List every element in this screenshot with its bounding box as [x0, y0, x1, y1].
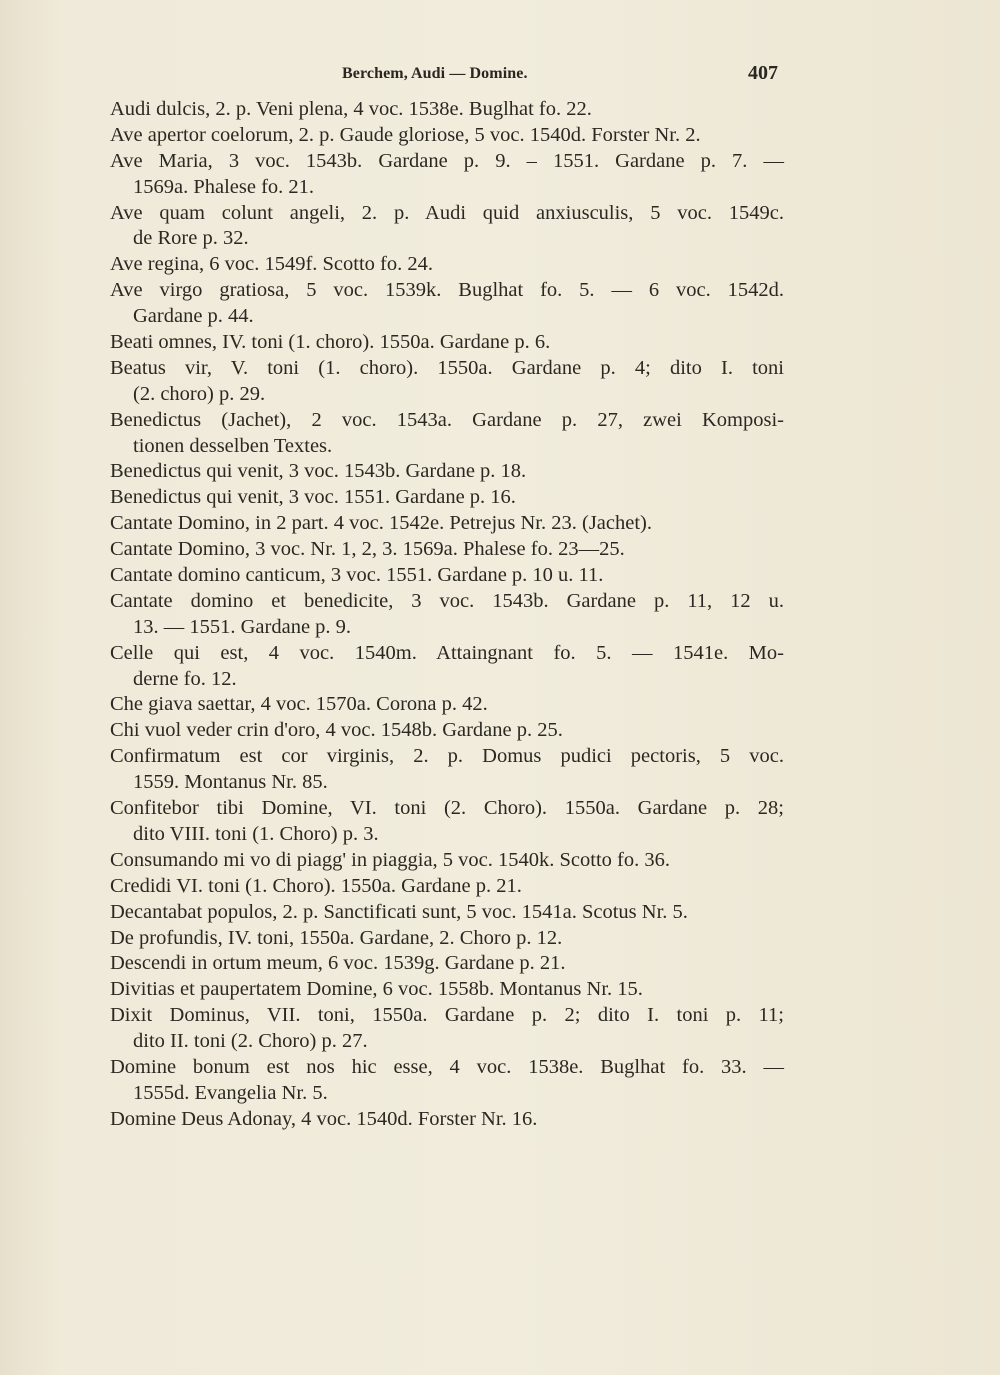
entry-line: Confirmatum est cor virginis, 2. p. Domus pudici pectoris, 5 voc.	[110, 745, 784, 768]
list-item	[110, 408, 784, 460]
running-head: Berchem, Audi — Domine.	[342, 65, 528, 82]
list-item	[110, 537, 784, 563]
list-item	[110, 951, 784, 977]
entry-line: Audi dulcis, 2. p. Veni plena, 4 voc. 1538e. Buglhat fo. 22.	[110, 98, 592, 120]
entry-line: Cantate domino canticum, 3 voc. 1551. Gardane p. 10 u. 11.	[110, 564, 604, 587]
entry-line: Confitebor tibi Domine, VI. toni (2. Choro). 1550a. Gardane p. 28;	[110, 797, 784, 820]
entry-line: Gardane p. 44.	[133, 305, 254, 328]
entry-line: Credidi VI. toni (1. Choro). 1550a. Gardane p. 21.	[110, 874, 522, 897]
entry-line: dito VIII. toni (1. Choro) p. 3.	[133, 822, 379, 845]
list-item	[110, 796, 784, 848]
entry-line: Dixit Dominus, VII. toni, 1550a. Gardane p. 2; dito I. toni p. 11;	[110, 1004, 784, 1027]
entry-line: Chi vuol veder crin d'oro, 4 voc. 1548b. Gardane p. 25.	[110, 719, 563, 742]
entry-line: de Rore p. 32.	[133, 227, 249, 250]
entry-line: Benedictus qui venit, 3 voc. 1543b. Gardane p. 18.	[110, 460, 527, 483]
entry-line: 13. — 1551. Gardane p. 9.	[133, 615, 352, 638]
entry-line: 1555d. Evangelia Nr. 5.	[133, 1081, 328, 1104]
entry-line: derne fo. 12.	[133, 667, 237, 690]
page-number: 407	[748, 62, 778, 84]
list-item	[110, 123, 784, 149]
entry-line: Cantate Domino, in 2 part. 4 voc. 1542e. Petrejus Nr. 23. (Jachet).	[110, 512, 652, 535]
list-item	[110, 848, 784, 874]
list-item	[110, 485, 784, 511]
entry-line: dito II. toni (2. Choro) p. 27.	[133, 1030, 368, 1053]
list-item	[110, 252, 784, 278]
entry-line: Descendi in ortum meum, 6 voc. 1539g. Gardane p. 21.	[110, 952, 566, 975]
list-item	[110, 589, 784, 641]
entry-line: 1569a. Phalese fo. 21.	[133, 175, 315, 198]
entry-line: Beatus vir, V. toni (1. choro). 1550a. Gardane p. 4; dito I. toni	[110, 356, 784, 379]
list-item	[110, 356, 784, 408]
page-header	[110, 63, 780, 89]
list-item	[110, 1003, 784, 1055]
entry-line: 1559. Montanus Nr. 85.	[133, 771, 328, 794]
entry-line: Divitias et paupertatem Domine, 6 voc. 1558b. Montanus Nr. 15.	[110, 978, 643, 1001]
entry-line: Domine Deus Adonay, 4 voc. 1540d. Forster Nr. 16.	[110, 1107, 538, 1130]
entry-line: Beati omnes, IV. toni (1. choro). 1550a. Gardane p. 6.	[110, 331, 551, 354]
list-item	[110, 692, 784, 718]
entry-line: Che giava saettar, 4 voc. 1570a. Corona p. 42.	[110, 693, 488, 716]
entry-line: Cantate domino et benedicite, 3 voc. 1543b. Gardane p. 11, 12 u.	[110, 589, 784, 612]
list-item	[110, 926, 784, 952]
entry-line: Celle qui est, 4 voc. 1540m. Attaingnant fo. 5. — 1541e. Mo-	[110, 641, 784, 664]
list-item	[110, 718, 784, 744]
entry-list	[110, 97, 784, 1133]
entry-line: Benedictus qui venit, 3 voc. 1551. Gardane p. 16.	[110, 486, 516, 509]
list-item	[110, 1055, 784, 1107]
entry-line: tionen desselben Textes.	[133, 434, 333, 457]
list-item	[110, 900, 784, 926]
entry-line: Ave virgo gratiosa, 5 voc. 1539k. Buglhat fo. 5. — 6 voc. 1542d.	[110, 279, 784, 302]
entry-line: (2. choro) p. 29.	[133, 382, 266, 405]
list-item	[110, 874, 784, 900]
list-item	[110, 977, 784, 1003]
list-item	[110, 97, 784, 123]
entry-line: Ave regina, 6 voc. 1549f. Scotto fo. 24.	[110, 253, 433, 276]
list-item	[110, 511, 784, 537]
entry-line: Decantabat populos, 2. p. Sanctificati sunt, 5 voc. 1541a. Scotus Nr. 5.	[110, 900, 688, 923]
list-item	[110, 1107, 784, 1133]
entry-line: Consumando mi vo di piagg' in piaggia, 5 voc. 1540k. Scotto fo. 36.	[110, 848, 670, 871]
list-item	[110, 330, 784, 356]
entry-line: De profundis, IV. toni, 1550a. Gardane, 2. Choro p. 12.	[110, 926, 563, 949]
entry-line: Ave quam colunt angeli, 2. p. Audi quid anxiusculis, 5 voc. 1549c.	[110, 201, 784, 224]
entry-line: Domine bonum est nos hic esse, 4 voc. 1538e. Buglhat fo. 33. —	[110, 1055, 784, 1078]
list-item	[110, 459, 784, 485]
list-item	[110, 563, 784, 589]
entry-line: Benedictus (Jachet), 2 voc. 1543a. Gardane p. 27, zwei Komposi-	[110, 408, 784, 431]
entry-line: Ave Maria, 3 voc. 1543b. Gardane p. 9. – 1551. Gardane p. 7. —	[110, 149, 784, 172]
entry-line: Ave apertor coelorum, 2. p. Gaude gloriose, 5 voc. 1540d. Forster Nr. 2.	[110, 123, 701, 146]
list-item	[110, 744, 784, 796]
entry-line: Cantate Domino, 3 voc. Nr. 1, 2, 3. 1569a. Phalese fo. 23—25.	[110, 538, 625, 561]
list-item	[110, 278, 784, 330]
list-item	[110, 149, 784, 201]
list-item	[110, 201, 784, 253]
list-item	[110, 641, 784, 693]
